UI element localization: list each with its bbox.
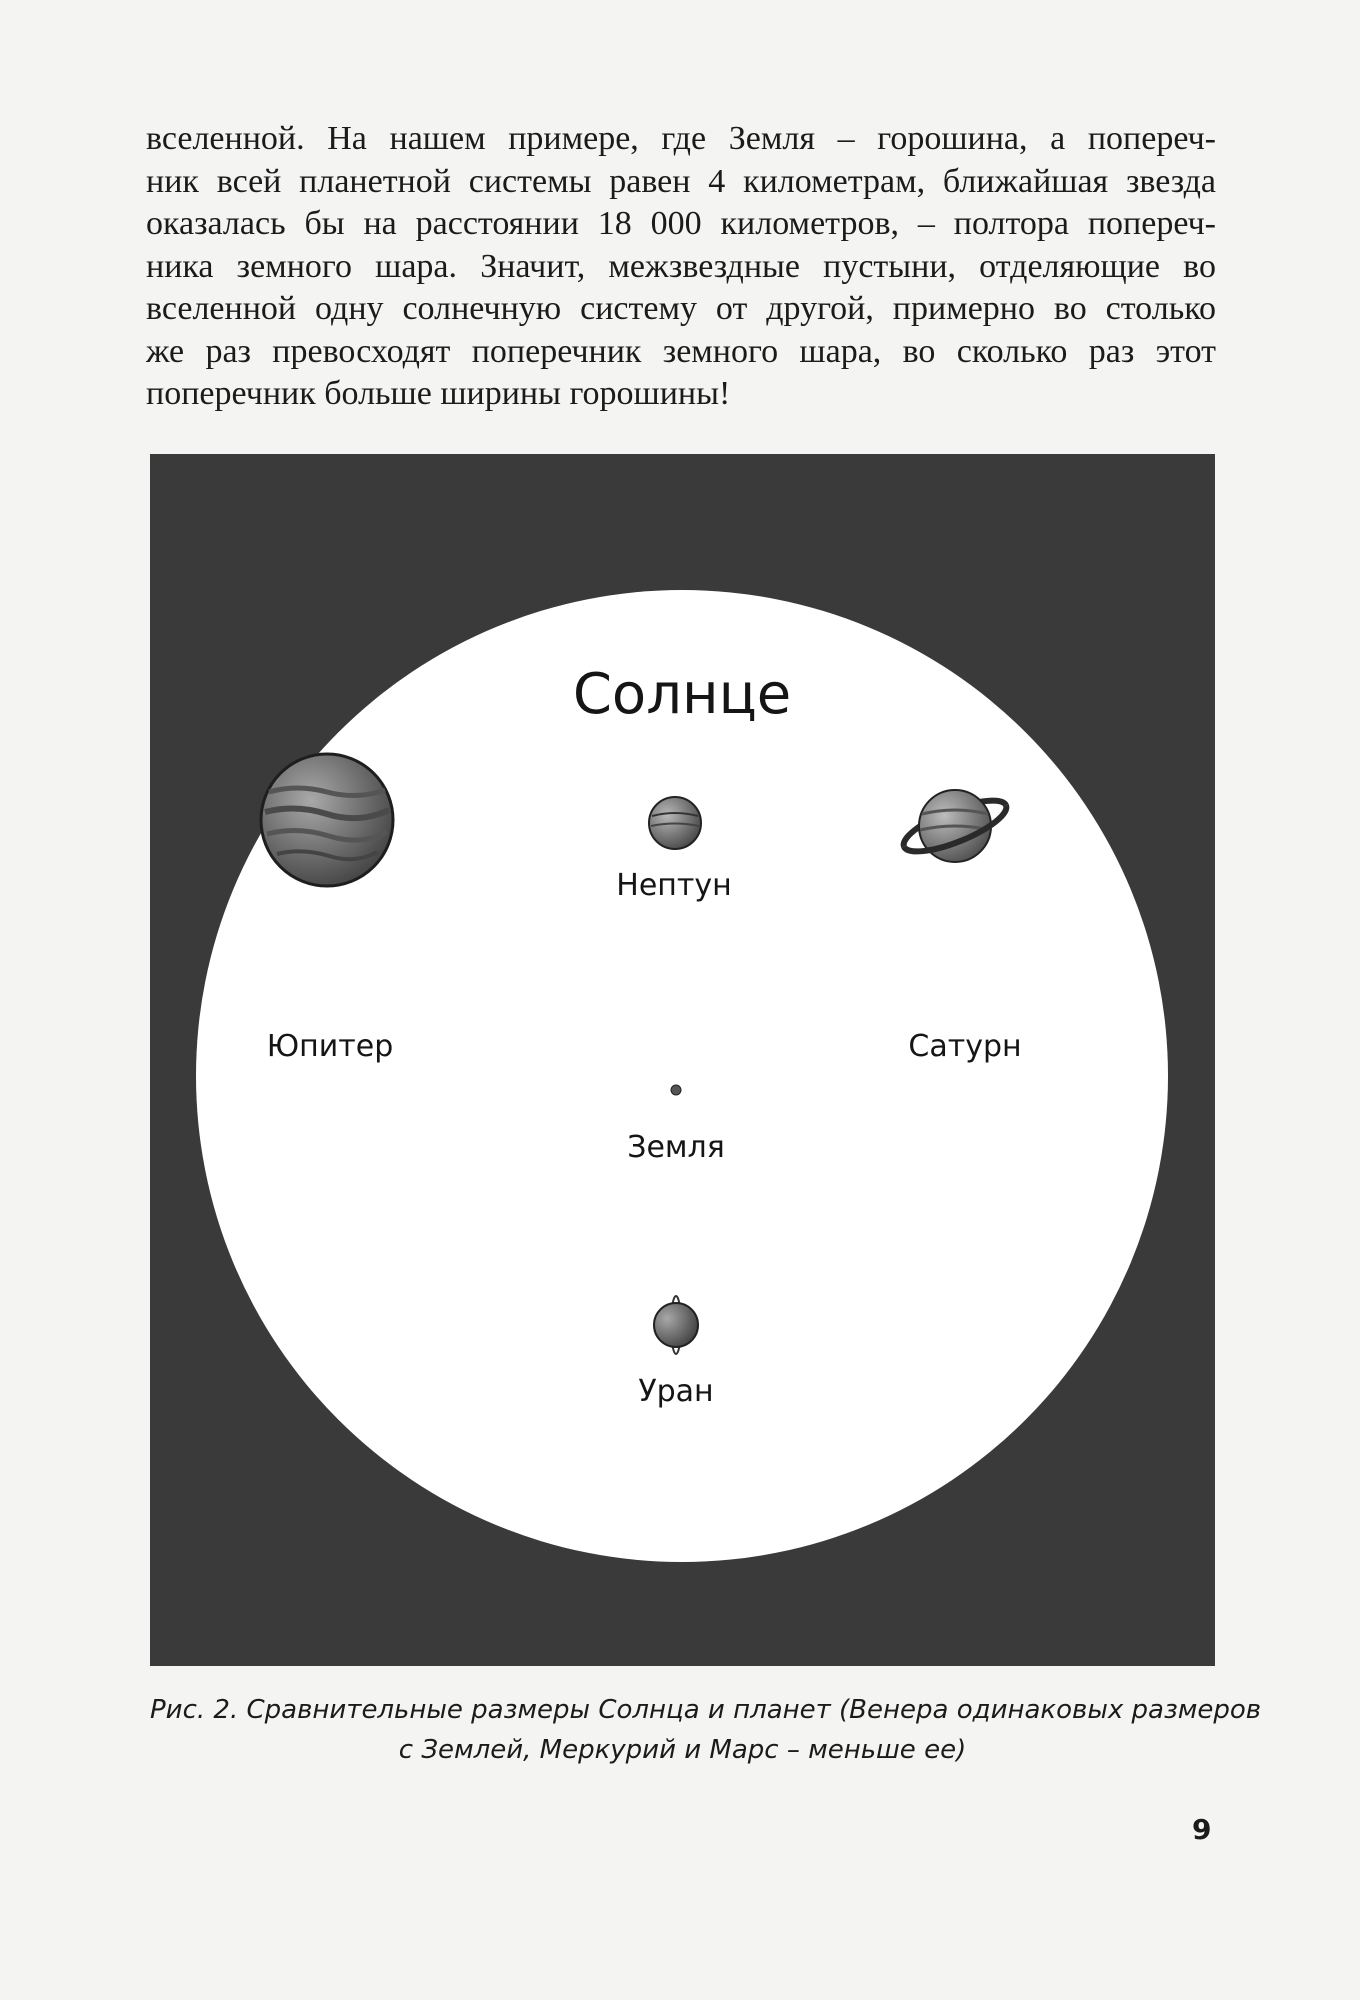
figure-caption [150,1690,1262,1770]
body-paragraph [146,118,1216,416]
neptune-label: Нептун [616,868,732,903]
text-line: вселенной одну солнечную систему от другой, примерно во столько [146,290,1216,327]
neptune-icon [646,794,704,852]
caption-line-2: с Землей, Меркурий и Марс – меньше ее) [398,1735,967,1765]
text-line: поперечник больше ширины горошины! [146,375,731,412]
caption-text: Сравнительные размеры Солнца и планет (Венера одинаковых размеров [246,1695,1262,1725]
text-line: оказалась бы на расстоянии 18 000 километров, – полтора попереч- [146,205,1216,242]
text-line: же раз превосходят поперечник земного шара, во сколько раз этот [146,332,1216,370]
jupiter-label: Юпитер [266,1029,394,1064]
earth-label: Земля [627,1130,725,1165]
text-line: ника земного шара. Значит, межзвездные пустыни, отделяющие во [146,247,1216,285]
uranus-label: Уран [638,1374,714,1409]
sun-disc [196,590,1168,1562]
saturn-icon [890,776,1020,876]
text-line: вселенной. На нашем примере, где Земля – горошина, а попереч- [146,120,1216,157]
saturn-label: Сатурн [908,1029,1022,1064]
solar-size-figure [150,454,1215,1666]
uranus-icon [650,1294,702,1356]
text-line: ник всей планетной системы равен 4 километрам, ближайшая звезда [146,162,1216,200]
sun-label: Солнце [572,662,792,727]
caption-label: Рис. 2. [150,1695,239,1725]
earth-icon [670,1084,682,1096]
page-number: 9 [1192,1813,1212,1846]
caption-line-1 [150,1690,1262,1730]
jupiter-icon [257,750,397,890]
